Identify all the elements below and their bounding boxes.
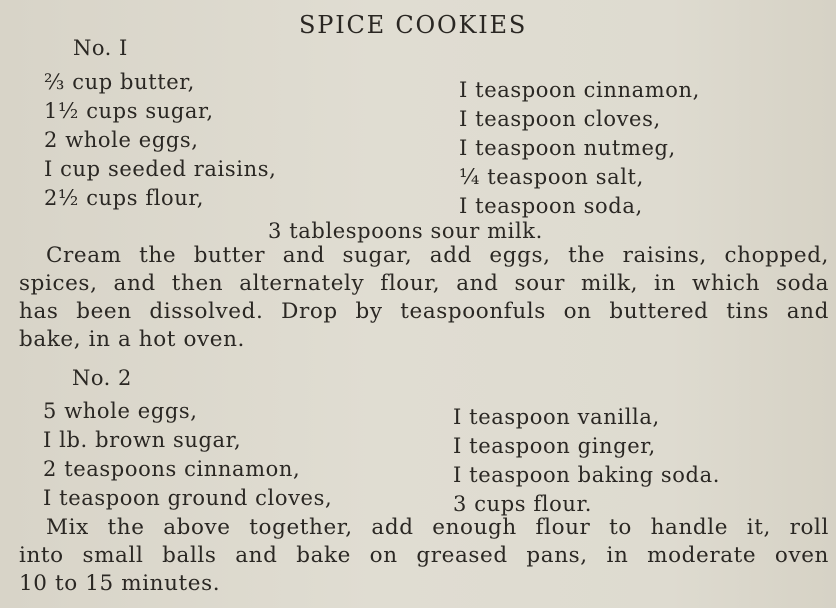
ingredient: 3 cups flour. — [453, 492, 593, 516]
ingredient: 5 whole eggs, — [43, 399, 198, 423]
ingredient: I teaspoon baking soda. — [453, 463, 720, 487]
instruction-line: bake, in a hot oven. — [19, 327, 245, 352]
recipe-2-heading: No. 2 — [72, 366, 132, 390]
ingredient: I teaspoon cinnamon, — [459, 78, 700, 102]
ingredient: ⅔ cup butter, — [44, 70, 195, 94]
recipe-1-heading: No. I — [73, 36, 128, 60]
ingredient: I teaspoon soda, — [459, 194, 643, 218]
ingredient: I teaspoon ginger, — [453, 434, 656, 458]
ingredient-center: 3 tablespoons sour milk. — [268, 219, 543, 243]
instruction-line: 10 to 15 minutes. — [19, 571, 221, 596]
ingredient: 1½ cups sugar, — [44, 99, 214, 123]
instruction-line: spices, and then alternately flour, and sour milk, in which soda — [19, 271, 829, 296]
page-title: SPICE COOKIES — [299, 11, 528, 39]
ingredient: I teaspoon vanilla, — [453, 405, 660, 429]
ingredient: I teaspoon nutmeg, — [459, 136, 676, 160]
instruction-line: Mix the above together, add enough flour to handle it, roll — [46, 515, 829, 540]
ingredient: 2 teaspoons cinnamon, — [43, 457, 301, 481]
ingredient: I teaspoon cloves, — [459, 107, 661, 131]
recipe-1-instructions — [19, 242, 829, 354]
instruction-line: into small balls and bake on greased pans, in moderate oven — [19, 543, 829, 568]
ingredient: I cup seeded raisins, — [44, 157, 277, 181]
ingredient: 2½ cups flour, — [44, 186, 205, 210]
instruction-line: Cream the butter and sugar, add eggs, the raisins, chopped, — [46, 243, 829, 268]
ingredient: 2 whole eggs, — [44, 128, 199, 152]
instruction-line: has been dissolved. Drop by teaspoonfuls on buttered tins and — [19, 299, 829, 324]
ingredient: I lb. brown sugar, — [43, 428, 242, 452]
ingredient: ¼ teaspoon salt, — [459, 165, 644, 189]
recipe-2-instructions — [19, 514, 829, 598]
ingredient: I teaspoon ground cloves, — [43, 486, 333, 510]
